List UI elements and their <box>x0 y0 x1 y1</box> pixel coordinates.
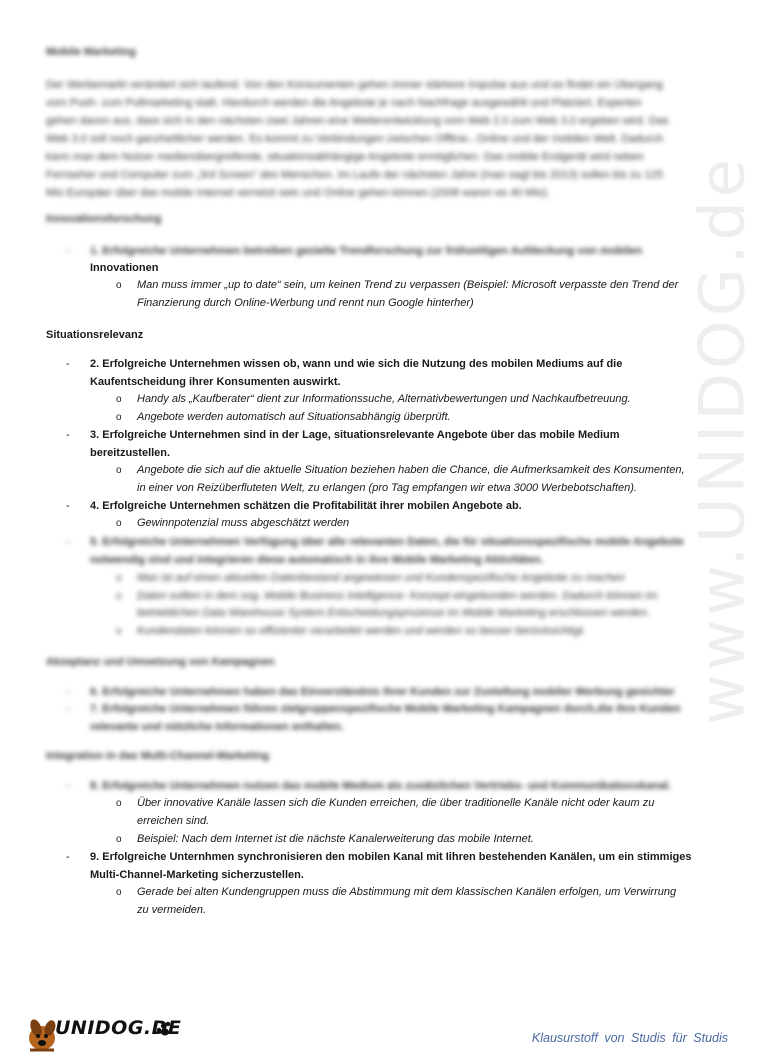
list-item-7-line1: 7. Erfolgreiche Unternehmen führen zielgruppenspezifische Mobile Marketing Kampagnen durch,die ihre Kunden <box>90 703 681 715</box>
sub-item-9-line2: zu vermeiden. <box>137 904 207 916</box>
list-dash: - <box>66 500 70 512</box>
list-item-3-line2: bereitzustellen. <box>90 447 171 459</box>
paragraph-line: gehen davon aus, dass sich in den nächsten zwei Jahren eine Weiterentwicklung vom Web 2.0 zum Web 3.0 ergeben wird. Das <box>46 115 669 127</box>
sub-bullet: o <box>116 626 122 637</box>
sub-item-1-line1: Man muss immer „up to date“ sein, um keinen Trend zu verpassen (Beispiel: Microsoft verpasste den Trend der <box>137 279 679 291</box>
paragraph-line: Mio Europäer über das mobile Internet vernetzt sein und Online gehen können (2008 waren es 40 Mio). <box>46 187 550 199</box>
list-item-1-line1: 1. Erfolgreiche Unternehmen betreiben gezielte Trendforschung zur frühzeitigen Aufdeckung von mobilen <box>90 245 643 257</box>
sub-item-3-line2: in einer von Reizüberfluteten Welt, zu erlangen (pro Tag empfangen wir etwa 3000 Werbebotschaften). <box>137 482 637 494</box>
sub-bullet: o <box>116 518 122 529</box>
list-item-7-line2: relevante und nützliche Informationen enthalten. <box>90 721 344 733</box>
list-item-8: 8. Erfolgreiche Unternehmen nutzen das mobile Medium als zusätzlichen Vertriebs- und Kommunikationskanal. <box>90 780 672 792</box>
logo-text: UNIDOG.DE <box>55 1017 182 1039</box>
paragraph-line: kann man dem Nutzer medienübergreifende, situationsabhängige Angebote ermöglichen. Das mobile Endgerät wird neben <box>46 151 644 163</box>
sub-bullet: o <box>116 834 122 845</box>
sub-item-8a-line1: Über innovative Kanäle lassen sich die Kunden erreichen, die über traditionelle Kanäle nicht oder kaum zu <box>137 797 655 809</box>
list-dash: - <box>66 703 70 715</box>
list-dash: - <box>66 245 70 257</box>
list-dash: - <box>66 429 70 441</box>
list-dash: - <box>66 358 70 370</box>
list-dash: - <box>66 780 70 792</box>
sub-item-5a: Man ist auf einen aktuellen Datenbestand angewiesen und Kundenspezifische Angebote zu machen <box>137 572 625 584</box>
sub-item-5b-line2: betrieblichen Data Warehouse System Entscheidungsprozesse im Mobile Marketing erschlossen werden. <box>137 607 650 619</box>
sub-item-3-line1: Angebote die sich auf die aktuelle Situation beziehen haben die Chance, die Aufmerksamkeit des Konsumenten, <box>137 464 685 476</box>
sub-item-5c: Kundendaten können so effizienter verarbeitet werden und werden so besser berücksichtigt. <box>137 625 586 637</box>
section-heading-innovation: Innovationsforschung <box>46 213 162 225</box>
sub-bullet: o <box>116 394 122 405</box>
list-item-9-line1: 9. Erfolgreiche Unternhmen synchronisieren den mobilen Kanal mit Iihren bestehenden Kanälen, um ein stimmiges <box>90 851 692 863</box>
sub-item-2b: Angebote werden automatisch auf Situationsabhängig überprüft. <box>137 411 451 423</box>
section-heading-situation: Situationsrelevanz <box>46 329 144 341</box>
list-item-2-line2: Kaufentscheidung ihrer Konsumenten auswirkt. <box>90 376 341 388</box>
paragraph-line: Fernseher und Computer zum „3rd Screen“ des Menschen. Im Laufe der nächsten Jahre (man sagt bis 2013) sollen bis zu 125 <box>46 169 663 181</box>
list-item-3-line1: 3. Erfolgreiche Unternehmen sind in der Lage, situationsrelevante Angebote über das mobile Medium <box>90 429 620 441</box>
sub-item-5b-line1: Daten sollten in dem sog. Mobile Business Intelligence- Konzept eingebunden werden. Dadurch können im <box>137 590 658 602</box>
list-item-2-line1: 2. Erfolgreiche Unternehmen wissen ob, wann und wie sich die Nutzung des mobilen Mediums auf die <box>90 358 623 370</box>
sub-bullet: o <box>116 798 122 809</box>
sub-bullet: o <box>116 573 122 584</box>
list-dash: - <box>66 536 70 548</box>
list-item-5-line1: 5. Erfolgreiche Unternehmen Verfügung über alle relevanten Daten, die für situationsspezifische mobile Angebote <box>90 536 684 548</box>
sub-bullet: o <box>116 591 122 602</box>
list-dash: - <box>66 686 70 698</box>
sub-item-8b: Beispiel: Nach dem Internet ist die nächste Kanalerweiterung das mobile Internet. <box>137 833 534 845</box>
sub-bullet: o <box>116 465 122 476</box>
section-heading-akzeptanz: Akzeptanz und Umsetzung von Kampagnen <box>46 656 275 668</box>
sub-item-1-line2: Finanzierung durch Online-Werbung und rennt nun Google hinterher) <box>137 297 474 309</box>
list-item-1-line2: Innovationen <box>90 262 159 274</box>
footer-tagline: Klausurstoff von Studis für Studis <box>531 1031 728 1045</box>
sub-bullet: o <box>116 412 122 423</box>
paragraph-line: Der Werbemarkt verändert sich laufend. Von den Konsumenten gehen immer stärkere Impulse aus und es findet ein Übergang <box>46 79 663 91</box>
list-item-6: 6. Erfolgreiche Unternehmen haben das Einverständnis ihrer Kunden zur Zustellung mobiler Werbung gesichter <box>90 686 675 698</box>
paragraph-line: vom Push- zum Pullmarketing statt. Hierdurch werden die Angebote je nach Nachfrage ausgewählt und Platziert. Experten <box>46 97 642 109</box>
sub-bullet: o <box>116 280 122 291</box>
list-item-4: 4. Erfolgreiche Unternehmen schätzen die Profitabilität ihrer mobilen Angebote ab. <box>90 500 522 512</box>
sub-item-9-line1: Gerade bei alten Kundengruppen muss die Abstimmung mit dem klassischen Kanälen erfolgen, um Verwirrung <box>137 886 677 898</box>
list-dash: - <box>66 851 70 863</box>
sub-item-4: Gewinnpotenzial muss abgeschätzt werden <box>137 517 350 529</box>
watermark: www.UNIDOG.de <box>685 155 758 725</box>
list-item-5-line2: notwendig sind und integrieren diese automatisch in ihre Mobile Marketing Aktivitäten. <box>90 554 544 566</box>
list-item-9-line2: Multi-Channel-Marketing sicherzustellen. <box>90 869 304 881</box>
sub-bullet: o <box>116 887 122 898</box>
paragraph-line: Web 3.0 soll noch ganzheitlicher werden. Es kommt zu Verbindungen zwischen Offline-, Online und der mobilen Welt. Dadurch <box>46 133 663 145</box>
sub-item-2a: Handy als „Kaufberater“ dient zur Informationssuche, Alternativbewertungen und Nachkaufbetreuung. <box>137 393 631 405</box>
section-heading-mobile-marketing: Mobile Marketing <box>46 46 136 58</box>
section-heading-integration: Integration in das Multi-Channel-Marketing <box>46 750 270 762</box>
sub-item-8a-line2: erreichen sind. <box>137 815 210 827</box>
